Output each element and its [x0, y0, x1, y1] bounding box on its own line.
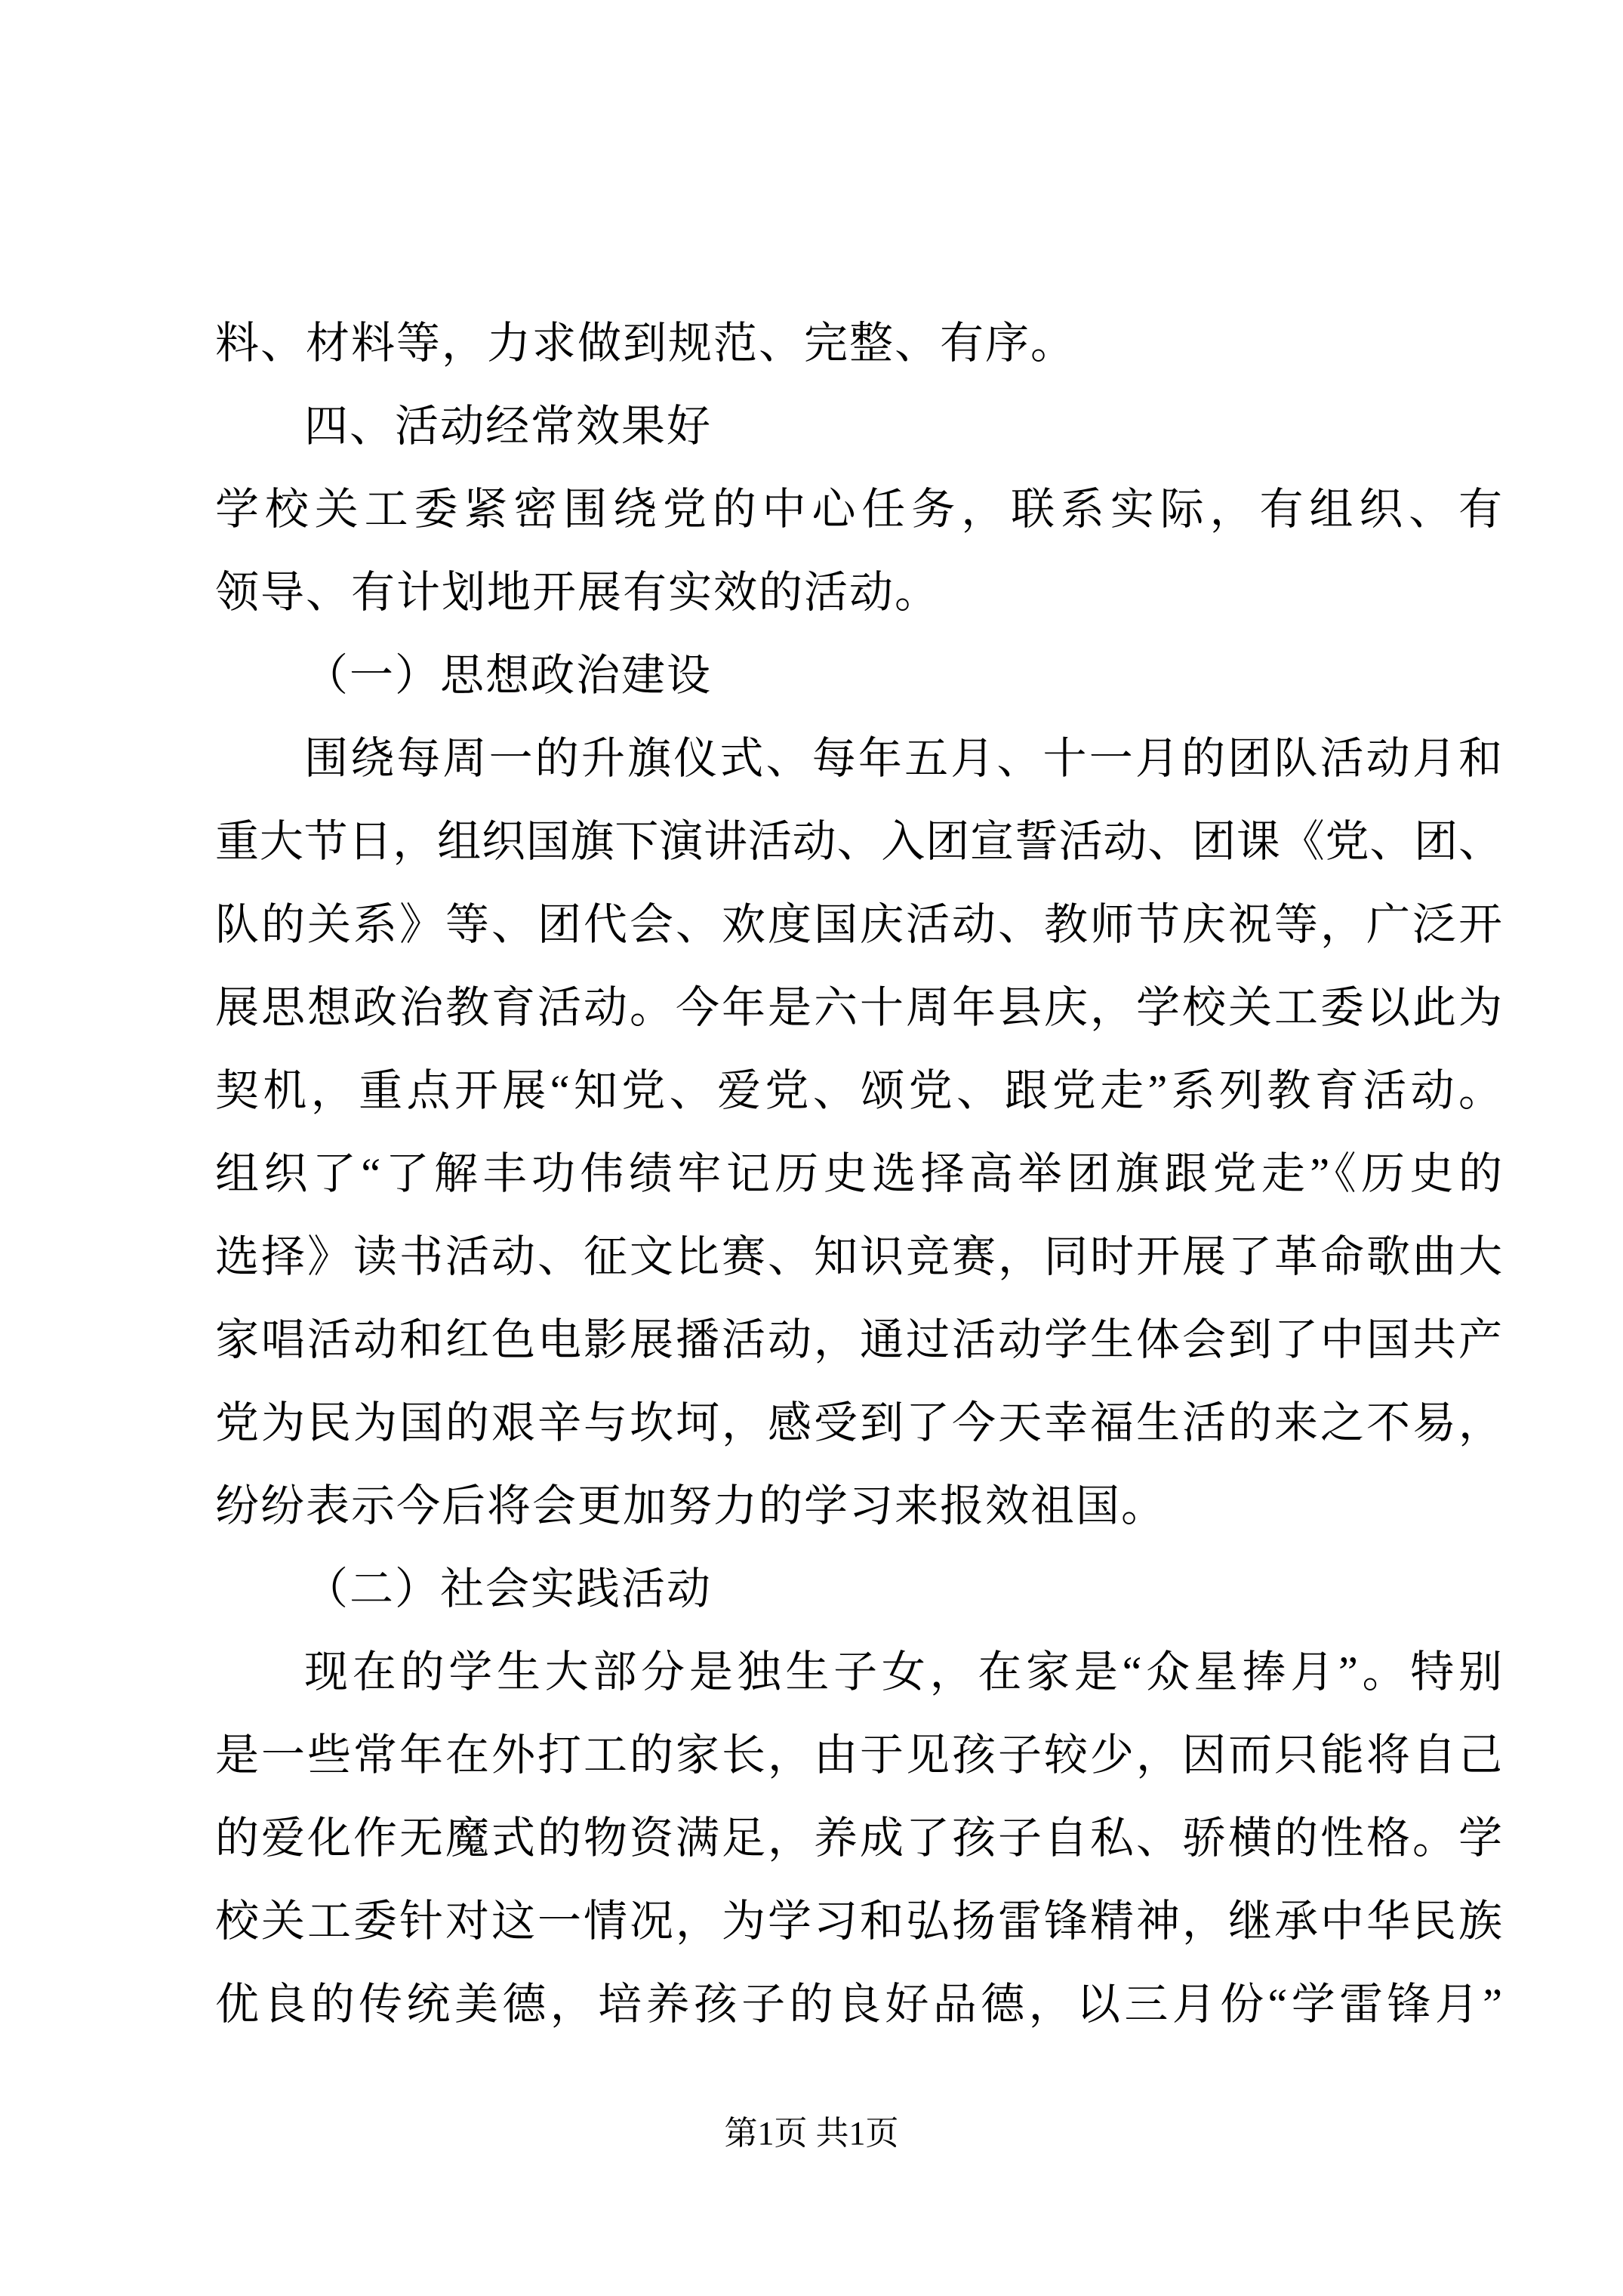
text-line: 现在的学生大部分是独生子女，在家是“众星捧月”。特别	[304, 1647, 1502, 1697]
text-line: 是一些常年在外打工的家长，由于见孩子较少，因而只能将自己	[215, 1730, 1502, 1780]
text-line: 学校关工委紧密围绕党的中心任务，联系实际，有组织、有	[215, 485, 1502, 534]
text-line: 组织了“了解丰功伟绩牢记历史选择高举团旗跟党走”《历史的	[215, 1149, 1502, 1198]
subsection-heading: （二）社会实践活动	[304, 1564, 713, 1613]
subsection-heading: （一）思想政治建设	[304, 651, 713, 700]
text-line: 领导、有计划地开展有实效的活动。	[215, 568, 941, 617]
text-line: 党为民为国的艰辛与坎坷，感受到了今天幸福生活的来之不易，	[215, 1398, 1502, 1447]
text-line: 的爱化作无魔式的物资满足，养成了孩子自私、骄横的性格。学	[215, 1814, 1502, 1863]
page-footer	[0, 2111, 1623, 2156]
text-line: 队的关系》等、团代会、欢度国庆活动、教师节庆祝等，广泛开	[215, 900, 1502, 949]
text-line: 契机，重点开展“知党、爱党、颂党、跟党走”系列教育活动。	[215, 1066, 1502, 1115]
text-line: 选择》读书活动、征文比赛、知识竞赛，同时开展了革命歌曲大	[215, 1232, 1502, 1281]
text-line: 家唱活动和红色电影展播活动，通过活动学生体会到了中国共产	[215, 1315, 1502, 1364]
section-heading: 四、活动经常效果好	[304, 402, 713, 451]
document-body	[215, 302, 1502, 2046]
text-line: 优良的传统美德，培养孩子的良好品德，以三月份“学雷锋月”	[215, 1980, 1502, 2029]
text-line: 围绕每周一的升旗仪式、每年五月、十一月的团队活动月和	[304, 734, 1502, 783]
text-line: 料、材料等，力求做到规范、完整、有序。	[215, 319, 1076, 368]
page-number: 第1页 共1页	[724, 2115, 899, 2152]
text-line: 校关工委针对这一情况，为学习和弘扬雷锋精神，继承中华民族	[215, 1897, 1502, 1946]
text-line: 重大节日，组织国旗下演讲活动、入团宣誓活动、团课《党、团、	[215, 817, 1502, 866]
text-line: 纷纷表示今后将会更加努力的学习来报效祖国。	[215, 1481, 1167, 1530]
text-line: 展思想政治教育活动。今年是六十周年县庆，学校关工委以此为	[215, 983, 1502, 1032]
